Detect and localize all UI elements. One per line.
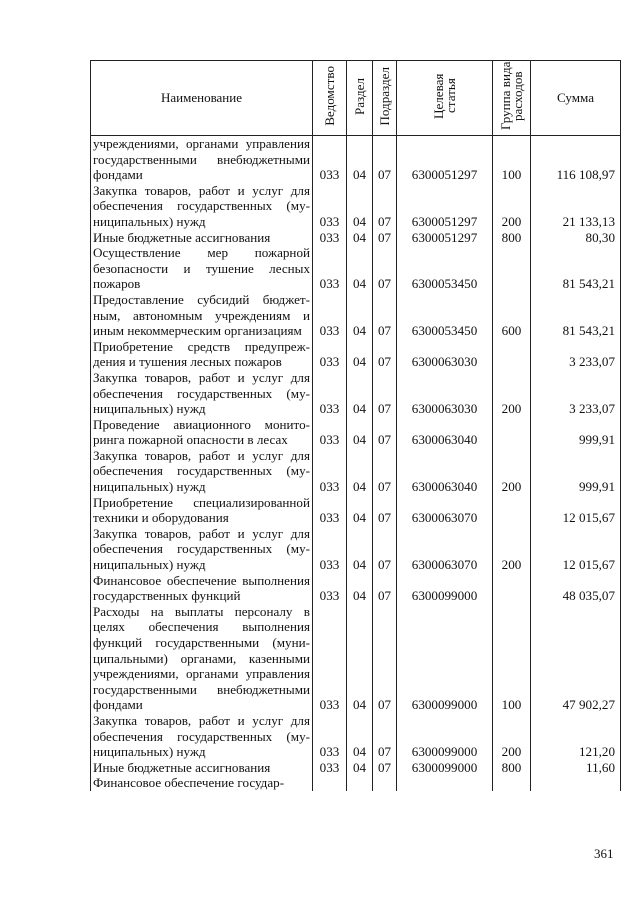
row-summa: 21 133,13 <box>531 183 621 230</box>
row-vedomstvo: 033 <box>313 526 347 573</box>
table-row <box>91 775 621 791</box>
row-vedomstvo: 033 <box>313 573 347 604</box>
row-gruppa: 100 <box>493 136 531 183</box>
row-razdel <box>347 775 373 791</box>
table-row <box>91 292 621 339</box>
row-gruppa: 800 <box>493 230 531 246</box>
row-name: Иные бюджетные ассигнования <box>91 230 313 246</box>
table-row <box>91 760 621 776</box>
row-razdel: 04 <box>347 136 373 183</box>
row-vedomstvo: 033 <box>313 604 347 713</box>
row-gruppa: 600 <box>493 292 531 339</box>
row-summa: 3 233,07 <box>531 339 621 370</box>
row-vedomstvo: 033 <box>313 339 347 370</box>
row-razdel: 04 <box>347 713 373 760</box>
row-name: Приобретение средств предупреждения и тушения лесных пожаров <box>91 339 313 370</box>
row-gruppa: 200 <box>493 448 531 495</box>
row-vedomstvo: 033 <box>313 495 347 526</box>
table-row <box>91 713 621 760</box>
row-podrazdel: 07 <box>373 245 397 292</box>
row-podrazdel: 07 <box>373 573 397 604</box>
table-row <box>91 339 621 370</box>
row-name: Расходы на выплаты персоналу в целях обеспечения выполнения функций государственными (муниципальными) органами, казенными учреждениями, органами управления государственными внебюджетными фондами <box>91 604 313 713</box>
row-gruppa <box>493 417 531 448</box>
header-vedomstvo-label: Ведомство <box>321 66 337 127</box>
row-razdel: 04 <box>347 245 373 292</box>
row-name: Закупка товаров, работ и услуг для обеспечения государственных (муниципальных) нужд <box>91 448 313 495</box>
row-podrazdel: 07 <box>373 760 397 776</box>
row-gruppa: 100 <box>493 604 531 713</box>
row-celevaya: 6300053450 <box>397 292 493 339</box>
budget-table <box>90 60 621 791</box>
row-celevaya: 6300099000 <box>397 713 493 760</box>
row-celevaya: 6300063040 <box>397 448 493 495</box>
row-razdel: 04 <box>347 573 373 604</box>
row-razdel: 04 <box>347 604 373 713</box>
row-summa: 47 902,27 <box>531 604 621 713</box>
page-number: 361 <box>594 846 614 861</box>
row-celevaya: 6300099000 <box>397 760 493 776</box>
table-row <box>91 370 621 417</box>
header-vedomstvo <box>313 61 347 136</box>
header-razdel <box>347 61 373 136</box>
row-razdel: 04 <box>347 417 373 448</box>
table-row <box>91 230 621 246</box>
row-name: Финансовое обеспечение выполнения государственных функций <box>91 573 313 604</box>
table-row <box>91 245 621 292</box>
table-row <box>91 417 621 448</box>
table-row <box>91 183 621 230</box>
row-vedomstvo: 033 <box>313 230 347 246</box>
row-gruppa: 800 <box>493 760 531 776</box>
row-summa: 116 108,97 <box>531 136 621 183</box>
row-vedomstvo: 033 <box>313 292 347 339</box>
row-podrazdel: 07 <box>373 339 397 370</box>
row-celevaya: 6300063070 <box>397 526 493 573</box>
row-podrazdel: 07 <box>373 448 397 495</box>
row-razdel: 04 <box>347 230 373 246</box>
row-summa: 48 035,07 <box>531 573 621 604</box>
table-body <box>91 136 621 791</box>
row-summa: 999,91 <box>531 448 621 495</box>
row-vedomstvo: 033 <box>313 183 347 230</box>
header-name: Наименование <box>91 61 313 136</box>
row-razdel: 04 <box>347 448 373 495</box>
row-razdel: 04 <box>347 760 373 776</box>
header-summa: Сумма <box>531 61 621 136</box>
header-podrazdel <box>373 61 397 136</box>
row-name: учреждениями, органами управления государственными внебюджетными фондами <box>91 136 313 183</box>
row-celevaya: 6300063030 <box>397 339 493 370</box>
table-header-row <box>91 61 621 136</box>
row-summa: 3 233,07 <box>531 370 621 417</box>
header-gruppa <box>493 61 531 136</box>
row-celevaya: 6300053450 <box>397 245 493 292</box>
row-podrazdel: 07 <box>373 495 397 526</box>
row-vedomstvo: 033 <box>313 417 347 448</box>
row-gruppa: 200 <box>493 713 531 760</box>
row-name: Закупка товаров, работ и услуг для обеспечения государственных (муниципальных) нужд <box>91 183 313 230</box>
row-summa: 81 543,21 <box>531 292 621 339</box>
row-celevaya: 6300063030 <box>397 370 493 417</box>
row-gruppa: 200 <box>493 183 531 230</box>
row-vedomstvo: 033 <box>313 713 347 760</box>
row-name: Осуществление мер пожарной безопасности и тушение лесных пожаров <box>91 245 313 292</box>
row-podrazdel <box>373 775 397 791</box>
row-gruppa <box>493 495 531 526</box>
row-razdel: 04 <box>347 183 373 230</box>
header-gruppa-label: Группа вида расходов <box>497 61 525 131</box>
row-celevaya: 6300063040 <box>397 417 493 448</box>
row-podrazdel: 07 <box>373 526 397 573</box>
row-celevaya: 6300051297 <box>397 136 493 183</box>
row-name: Закупка товаров, работ и услуг для обеспечения государственных (муниципальных) нужд <box>91 713 313 760</box>
row-summa: 12 015,67 <box>531 526 621 573</box>
row-gruppa: 200 <box>493 526 531 573</box>
row-summa: 12 015,67 <box>531 495 621 526</box>
row-podrazdel: 07 <box>373 136 397 183</box>
row-vedomstvo <box>313 775 347 791</box>
row-celevaya: 6300051297 <box>397 230 493 246</box>
header-celevaya <box>397 61 493 136</box>
row-summa: 999,91 <box>531 417 621 448</box>
row-vedomstvo: 033 <box>313 136 347 183</box>
row-name: Приобретение специализированной техники и оборудования <box>91 495 313 526</box>
row-podrazdel: 07 <box>373 604 397 713</box>
header-celevaya-label: Целевая статья <box>430 73 458 119</box>
row-summa: 81 543,21 <box>531 245 621 292</box>
row-razdel: 04 <box>347 339 373 370</box>
row-gruppa: 200 <box>493 370 531 417</box>
table-row <box>91 604 621 713</box>
row-summa: 11,60 <box>531 760 621 776</box>
table-row <box>91 136 621 183</box>
row-vedomstvo: 033 <box>313 448 347 495</box>
row-summa <box>531 775 621 791</box>
row-celevaya: 6300099000 <box>397 604 493 713</box>
row-name: Проведение авиационного мониторинга пожарной опасности в лесах <box>91 417 313 448</box>
row-celevaya: 6300063070 <box>397 495 493 526</box>
table-row <box>91 526 621 573</box>
row-name: Иные бюджетные ассигнования <box>91 760 313 776</box>
row-vedomstvo: 033 <box>313 760 347 776</box>
row-name: Закупка товаров, работ и услуг для обеспечения государственных (муниципальных) нужд <box>91 526 313 573</box>
row-vedomstvo: 033 <box>313 245 347 292</box>
row-podrazdel: 07 <box>373 417 397 448</box>
row-razdel: 04 <box>347 526 373 573</box>
row-razdel: 04 <box>347 495 373 526</box>
row-gruppa <box>493 775 531 791</box>
header-razdel-label: Раздел <box>351 77 367 115</box>
row-razdel: 04 <box>347 292 373 339</box>
row-vedomstvo: 033 <box>313 370 347 417</box>
table-row <box>91 448 621 495</box>
row-celevaya: 6300051297 <box>397 183 493 230</box>
row-podrazdel: 07 <box>373 370 397 417</box>
budget-table-container <box>90 60 620 791</box>
row-celevaya: 6300099000 <box>397 573 493 604</box>
row-celevaya <box>397 775 493 791</box>
row-podrazdel: 07 <box>373 292 397 339</box>
table-row <box>91 573 621 604</box>
table-row <box>91 495 621 526</box>
row-name: Предоставление субсидий бюджетным, автономным учреждениям и иным некоммерческим организациям <box>91 292 313 339</box>
row-podrazdel: 07 <box>373 183 397 230</box>
row-gruppa <box>493 339 531 370</box>
row-podrazdel: 07 <box>373 713 397 760</box>
row-name: Закупка товаров, работ и услуг для обеспечения государственных (муниципальных) нужд <box>91 370 313 417</box>
row-gruppa <box>493 573 531 604</box>
row-gruppa <box>493 245 531 292</box>
row-razdel: 04 <box>347 370 373 417</box>
row-summa: 80,30 <box>531 230 621 246</box>
row-summa: 121,20 <box>531 713 621 760</box>
row-name: Финансовое обеспечение государ- <box>91 775 313 791</box>
row-podrazdel: 07 <box>373 230 397 246</box>
header-podrazdel-label: Подраздел <box>376 66 392 126</box>
